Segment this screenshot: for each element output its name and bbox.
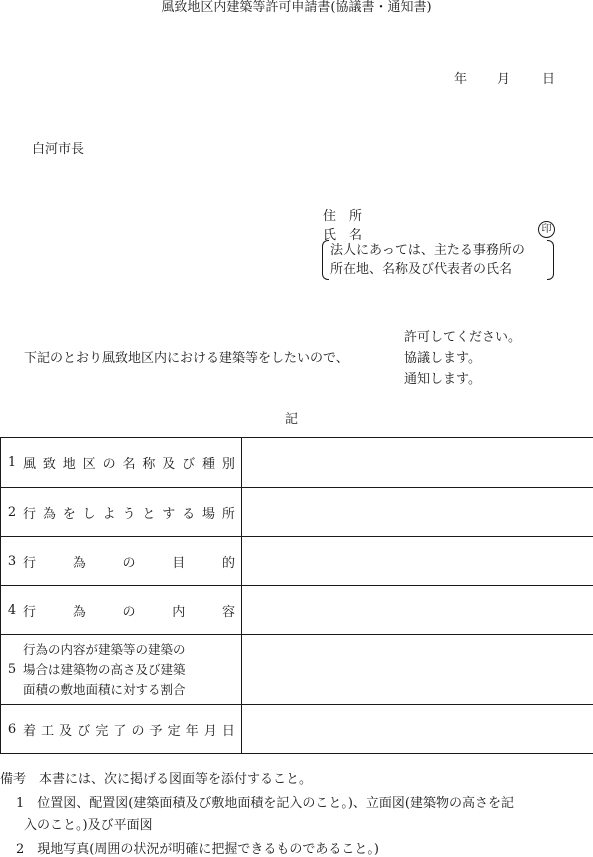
row-label-char: よ [103,503,116,522]
remarks-item-2: 2 現地写真(周囲の状況が明確に把握できるものであること。) [16,838,379,857]
row-number: 5 [1,662,23,677]
row-label-char: の [122,552,135,571]
field-building-ratio[interactable] [242,635,593,705]
row-label-char: 了 [113,720,126,739]
form-title: 風致地区内建築等許可申請書(協議書・通知書) [0,0,593,16]
date-year-label: 年 [454,68,467,87]
row-number: 2 [1,505,23,520]
row-label-char: の [131,720,144,739]
row-label-char: る [182,503,195,522]
row-label-location [23,503,241,522]
row-label-building-ratio [23,640,241,700]
row-label-char: 為 [73,601,86,620]
remarks-item-1-line1: 1 位置図、配置図(建築面積及び敷地面積を記入のこと。)、立面図(建築物の高さを記 [16,792,514,811]
date-month-label: 月 [497,68,510,87]
field-content[interactable] [242,586,593,635]
applicant-name-label: 氏 名 [323,224,362,243]
row-label-char: 行 [23,552,36,571]
row-number: 6 [1,722,23,737]
row-label-char: 目 [172,552,185,571]
row-label-char: 致 [43,453,56,472]
remarks-item-1-line2: 入のこと。)及び平面図 [24,814,153,833]
row-label-char: 年 [186,720,199,739]
row-label-char: 内 [172,601,185,620]
application-table [0,437,593,754]
row-label-char: 為 [73,552,86,571]
left-bracket [322,240,329,280]
row-label-char: 行 [23,503,36,522]
row-number: 1 [1,455,23,470]
row-label-char: 名 [122,453,135,472]
row-label-char: 行 [23,601,36,620]
row-label-schedule [23,720,241,739]
row-label-char: う [122,503,135,522]
corporation-note [322,240,554,280]
table-row [1,488,593,537]
option-notify: 通知します。 [404,369,481,390]
row-label-char: 所 [222,503,235,522]
row-label-char: び [77,720,90,739]
row-label-char: の [122,601,135,620]
seal-mark: 印 [538,221,555,238]
remarks-heading: 備考 本書には、次に掲げる図面等を添付すること。 [0,768,312,787]
field-zone-name[interactable] [242,438,593,488]
row-label-line: 場合は建築物の高さ及び建築 [23,660,235,680]
table-row [1,438,593,488]
option-consult: 協議します。 [404,348,481,369]
row-number: 3 [1,554,23,569]
row-label-char: を [63,503,76,522]
row-label-char: の [103,453,116,472]
table-row [1,635,593,705]
row-label-char: 別 [222,453,235,472]
right-bracket [547,240,554,280]
field-schedule[interactable] [242,705,593,754]
row-label-char: 月 [204,720,217,739]
field-purpose[interactable] [242,537,593,586]
row-label-char: 及 [162,453,175,472]
row-number: 4 [1,603,23,618]
row-label-char: と [142,503,155,522]
field-location[interactable] [242,488,593,537]
row-label-char: 着 [23,720,36,739]
row-label-char: し [83,503,96,522]
corporation-note-line2: 所在地、名称及び代表者の氏名 [330,260,525,279]
request-text: 下記のとおり風致地区内における建築等をしたいので、 [24,347,349,366]
row-label-char: 区 [83,453,96,472]
applicant-address-label: 住 所 [323,205,362,224]
row-label-zone-name [23,453,241,472]
ki-heading: 記 [285,408,298,427]
row-label-line: 行為の内容が建築等の建築の [23,640,235,660]
table-row [1,705,593,754]
row-label-char: 風 [23,453,36,472]
date-day-label: 日 [542,68,555,87]
addressee: 白河市長 [32,138,84,157]
row-label-purpose [23,552,241,571]
row-label-char: 場 [202,503,215,522]
row-label-char: 工 [41,720,54,739]
row-label-char: 定 [168,720,181,739]
row-label-char: す [162,503,175,522]
row-label-char: 容 [222,601,235,620]
row-label-char: 称 [142,453,155,472]
corporation-note-line1: 法人にあっては、主たる事務所の [330,241,525,260]
row-label-char: 日 [222,720,235,739]
row-label-content [23,601,241,620]
row-label-char: 的 [222,552,235,571]
table-row [1,537,593,586]
row-label-char: 完 [95,720,108,739]
row-label-char: 地 [63,453,76,472]
row-label-char: 予 [150,720,163,739]
row-label-char: 及 [59,720,72,739]
table-row [1,586,593,635]
row-label-char: 為 [43,503,56,522]
row-label-char: 種 [202,453,215,472]
option-permit: 許可してください。 [404,327,521,348]
row-label-char: び [182,453,195,472]
row-label-line: 面積の敷地面積に対する割合 [23,680,235,700]
